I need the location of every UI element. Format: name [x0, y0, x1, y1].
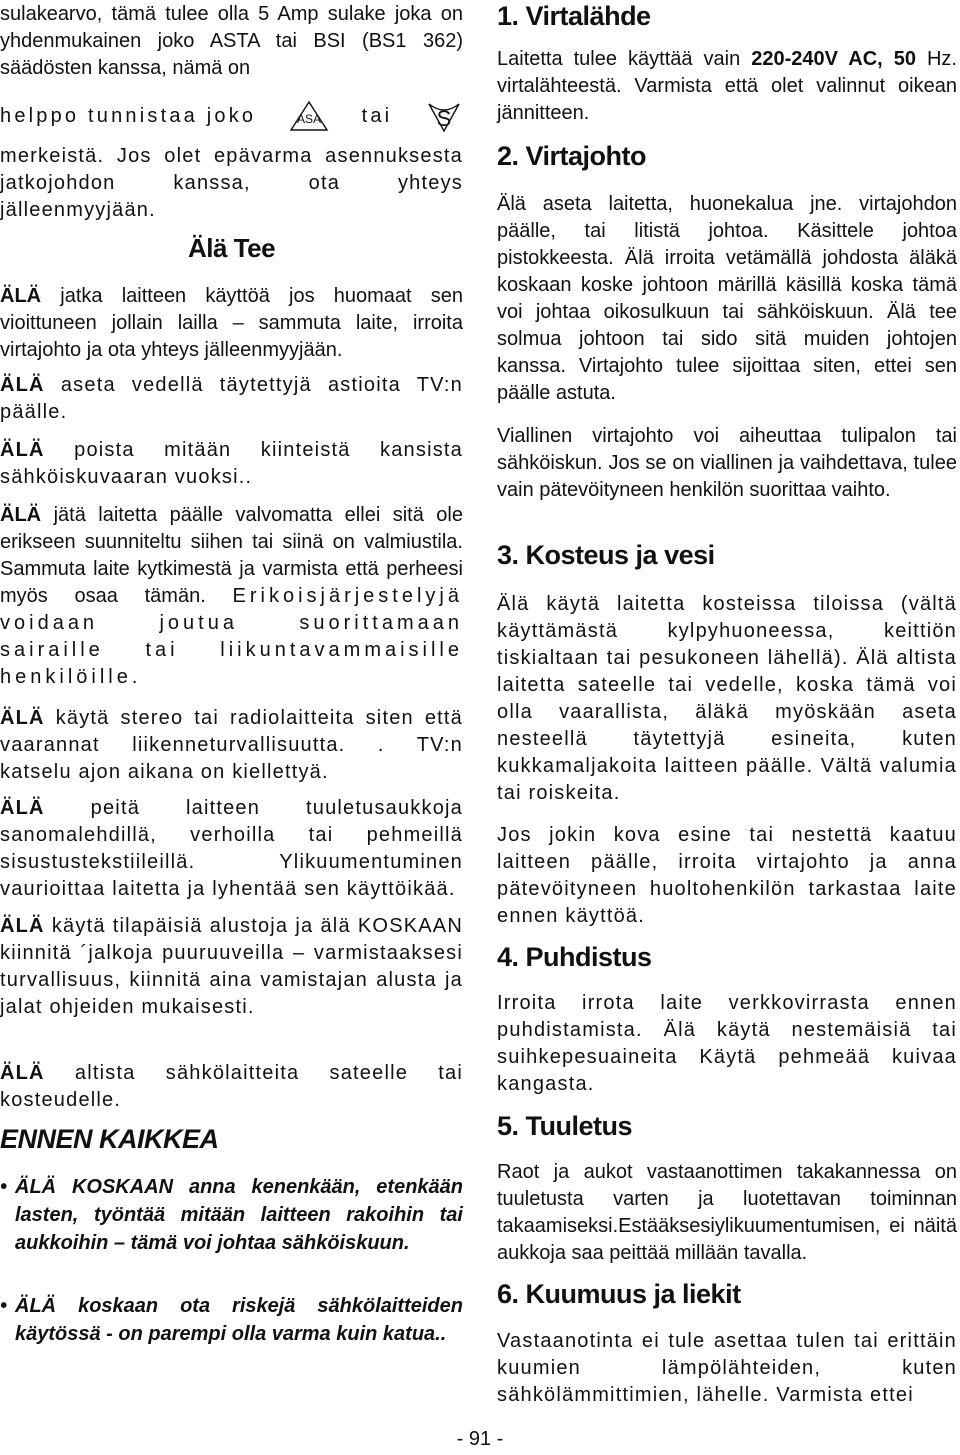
- section-6-text: Vastaanotinta ei tule asettaa tulen tai erittäin kuumien lämpölähteiden, kuten sähkölämmittimien, lähelle. Varmista ettei: [497, 1330, 957, 1406]
- warning-text-1: jatka laitteen käyttöä jos huomaat sen vioittuneen jollain lailla – sammuta laite, irroita virtajohto ja ota yhteys jälleenmyyjään.: [0, 285, 463, 361]
- warning-item-4: [0, 502, 463, 691]
- intro-text-2a: helppo tunnistaa joko: [0, 104, 257, 127]
- warning-item-8: [0, 1060, 463, 1114]
- section-4-text: Irroita irrota laite verkkovirrasta ennen puhdistamista. Älä käytä nestemäisiä tai suihkepesuaineita Käytä pehmeää kuivaa kangasta.: [497, 992, 957, 1095]
- ala-label: ÄLÄ: [0, 797, 45, 819]
- asa-mark-icon: [289, 101, 329, 131]
- section-2-text-2: Viallinen virtajohto voi aiheuttaa tulipalon tai sähköiskun. Jos se on viallinen ja vaihdettava, tulee vain pätevöityneen henkilön suorittaa vaihto.: [497, 425, 957, 501]
- section-1-text-a: Laitetta tulee käyttää vain: [497, 48, 752, 70]
- ala-label: ÄLÄ: [0, 439, 45, 461]
- warning-text-5: käytä stereo tai radiolaitteita siten että vaarannat liikenneturvallisuutta. . TV:n katselu ajon aikana on kiellettyä.: [0, 707, 463, 783]
- section-5-text: Raot ja aukot vastaanottimen takakannessa on tuuletusta varten ja luotettavan toiminnan takaamiseksi.Estääksesiylikuumentumisen, ei näitä aukkoja saa peittää millään tavalla.: [497, 1161, 957, 1264]
- section-5-title: 5. Tuuletus: [497, 1111, 633, 1141]
- bullet-item-2: [0, 1292, 463, 1348]
- section-2-text-1: Älä aseta laitetta, huonekalua jne. virtajohdon päälle, tai litistä johtoa. Käsittele johtoa pistokkeesta. Älä irroita vetämällä johdosta äläkä koskaan koske johtoon märillä käsillä koska tämä voi johtaa oikosulkuun tai sähköiskuun. Älä tee solmua johtoon tai sido sitä muiden johtojen kanssa. Virtajohto tulee sijoittaa siten, ettei sen päälle astuta.: [497, 193, 957, 404]
- bullet-text-1: ÄLÄ KOSKAAN anna kenenkään, etenkään lasten, työntää mitään laitteen rakoihin tai aukkoihin – tämä voi johtaa sähköiskuun.: [15, 1176, 463, 1254]
- bullet-icon: •: [0, 1176, 8, 1198]
- intro-symbol-line: [0, 100, 463, 132]
- bullet-icon: •: [0, 1295, 8, 1317]
- ennen-kaikkea-heading: ENNEN KAIKKEA: [0, 1124, 219, 1154]
- warning-text-7: käytä tilapäisiä alustoja ja älä KOSKAAN kiinnitä ´jalkoja puuruuveilla – varmistaaksesi turvallisuus, kiinnitä aina vamistajan alusta ja jalat ohjeiden mukaisesti.: [0, 915, 463, 1018]
- section-1-text: [497, 46, 957, 127]
- ala-label: ÄLÄ: [0, 707, 45, 729]
- section-3-text-1: Älä käytä laitetta kosteissa tiloissa (vältä käyttämästä kylpyhuoneessa, keittiön tiskialtaan tai pesukoneen lähellä). Älä altista laitetta sateelle tai vedelle, koska tämä voi olla vaarallista, äläkä myöskään aseta nesteellä täytettyjä esineita, kuten kukkamaljakoita laitteen päälle. Vältä valumia tai roiskeita.: [497, 593, 957, 804]
- bullet-text-2: ÄLÄ koskaan ota riskejä sähkölaitteiden käytössä - on parempi olla varma kuin katua..: [15, 1295, 463, 1345]
- bullet-item-1: [0, 1173, 463, 1257]
- s-mark-icon: [425, 100, 463, 132]
- warning-text-8: altista sähkölaitteita sateelle tai kosteudelle.: [0, 1062, 463, 1111]
- section-3-text-2: Jos jokin kova esine tai nestettä kaatuu laitteen päälle, irroita virtajohto ja anna pätevöityneen huoltohenkilön tarkastaa laite ennen käyttöä.: [497, 824, 957, 927]
- intro-paragraph-end: [0, 143, 463, 224]
- warning-item-3: [0, 437, 463, 491]
- s-mark-label: S: [436, 106, 452, 131]
- warning-item-5: [0, 705, 463, 786]
- warning-item-2: [0, 372, 463, 426]
- warning-text-2: aseta vedellä täytettyjä astioita TV:n päälle.: [0, 374, 463, 423]
- ala-label: ÄLÄ: [0, 374, 45, 396]
- ala-label: ÄLÄ: [0, 1062, 45, 1084]
- page-number: - 91 -: [456, 1428, 504, 1450]
- section-6-title: 6. Kuumuus ja liekit: [497, 1279, 741, 1309]
- warning-text-4-extra: Erikoisjärjestelyjä voidaan joutua suorittamaan sairaille tai liikuntavammaisille henkilöille.: [0, 585, 463, 688]
- warning-text-6: peitä laitteen tuuletusaukkoja sanomalehdillä, verhoilla tai pehmeillä sisustustekstiileillä. Ylikuumentuminen vaurioittaa laitetta ja lyhentää sen käyttöikää.: [0, 797, 463, 900]
- intro-text-1: sulakearvo, tämä tulee olla 5 Amp sulake joka on yhdenmukainen joko ASTA tai BSI (BS1 362) säädösten kanssa, nämä on: [0, 3, 463, 79]
- section-3-title: 3. Kosteus ja vesi: [497, 540, 715, 570]
- section-2-title: 2. Virtajohto: [497, 141, 647, 171]
- section-1-text-c: Hz. virtalähteestä. Varmista että olet valinnut oikean jännitteen.: [497, 48, 957, 124]
- warning-text-4: jätä laitetta päälle valvomatta ellei sitä ole erikseen suunniteltu siihen tai siinä on valmiustila. Sammuta laite kytkimestä ja varmista että perheesi myös osaa tämän.: [0, 504, 463, 607]
- warning-item-1: [0, 283, 463, 364]
- asa-mark-label: ASA: [296, 112, 321, 126]
- intro-paragraph: [0, 1, 463, 82]
- ala-label: ÄLÄ: [0, 285, 42, 307]
- section-4-title: 4. Puhdistus: [497, 942, 652, 972]
- intro-text-2b: tai: [361, 104, 393, 127]
- ala-label: ÄLÄ: [0, 915, 45, 937]
- ala-label: ÄLÄ: [0, 504, 42, 526]
- warning-item-6: [0, 795, 463, 903]
- intro-text-3: merkeistä. Jos olet epävarma asennuksesta jatkojohdon kanssa, ota yhteys jälleenmyyjään.: [0, 145, 463, 221]
- voltage-value: 220-240V AC, 50: [751, 48, 916, 70]
- warning-text-3: poista mitään kiinteistä kansista sähköiskuvaaran vuoksi..: [0, 439, 463, 488]
- warning-item-7: [0, 913, 463, 1021]
- section-1-title: 1. Virtalähde: [497, 1, 651, 31]
- ala-tee-heading: Älä Tee: [187, 233, 276, 263]
